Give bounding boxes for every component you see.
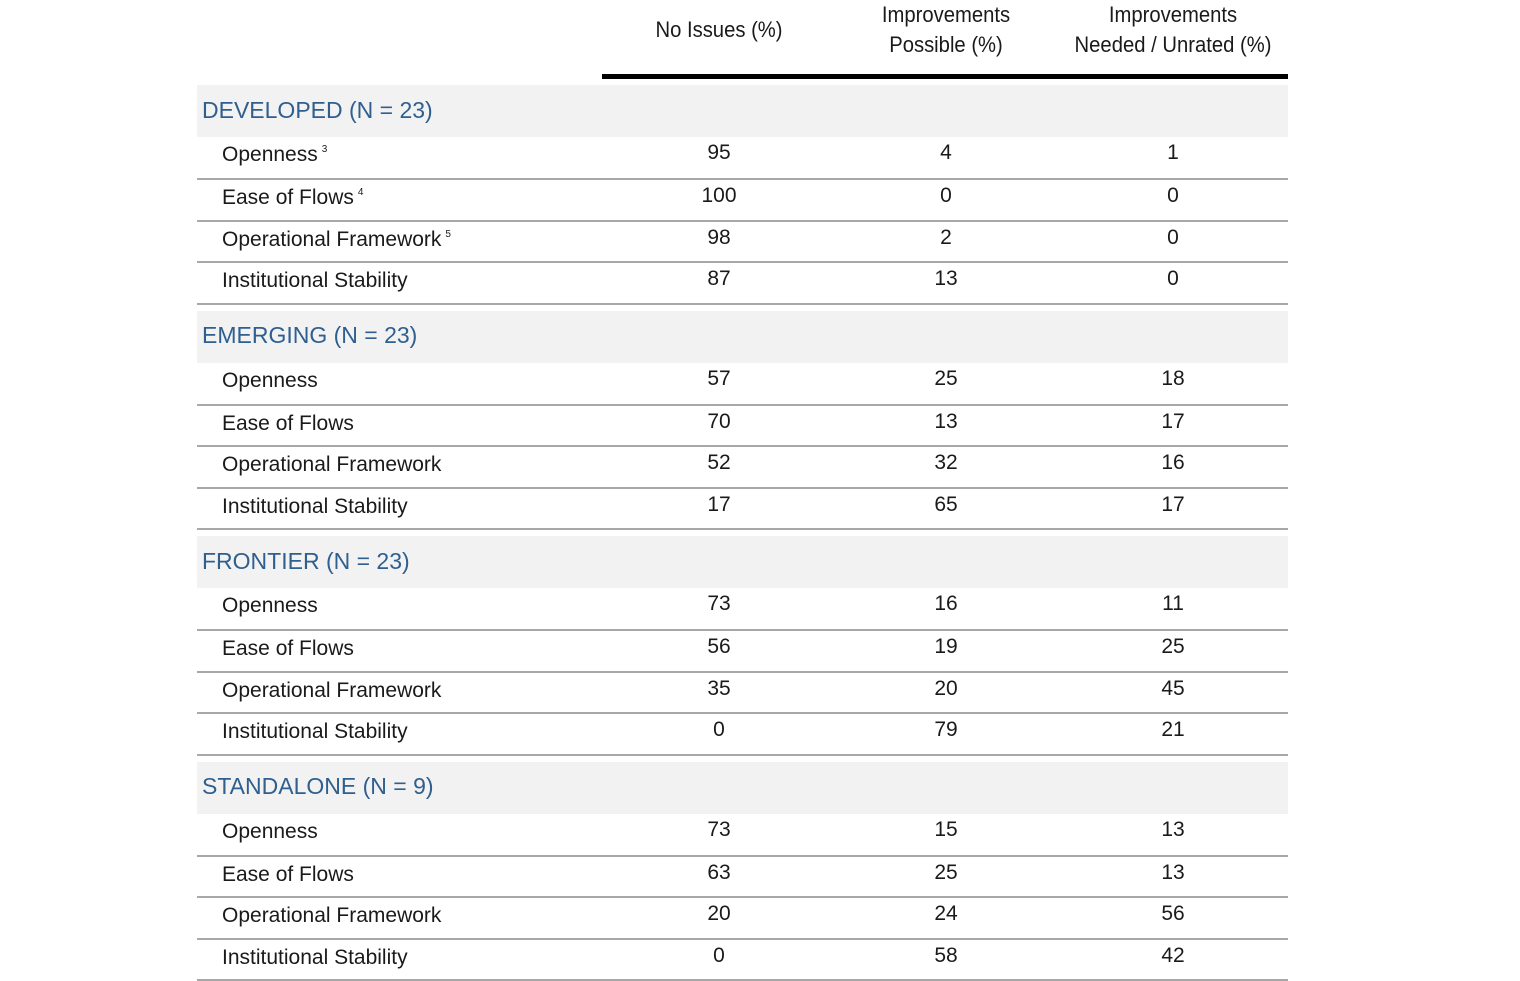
table-cell: 17 — [679, 493, 759, 517]
table-cell: 13 — [1133, 861, 1213, 885]
row-label — [222, 269, 408, 293]
table-row — [197, 898, 1288, 940]
table-cell: 73 — [679, 818, 759, 842]
row-label-text: Ease of Flows — [222, 412, 354, 435]
table-cell: 20 — [906, 677, 986, 701]
table-row — [197, 363, 1288, 406]
table-cell: 35 — [679, 677, 759, 701]
table-cell: 20 — [679, 902, 759, 926]
row-label — [222, 820, 318, 844]
table-cell: 73 — [679, 592, 759, 616]
row-label-text: Ease of Flows — [222, 863, 354, 886]
table-cell: 45 — [1133, 677, 1213, 701]
row-label-text: Ease of Flows — [222, 186, 354, 209]
row-label-text: Institutional Stability — [222, 946, 408, 969]
column-header-line: Needed / Unrated (%) — [1063, 30, 1284, 60]
table-cell: 25 — [906, 861, 986, 885]
market-classification-table — [197, 0, 1288, 981]
column-header-no-issues — [609, 15, 830, 45]
table-cell: 63 — [679, 861, 759, 885]
table-row — [197, 180, 1288, 222]
footnote-marker: 5 — [445, 229, 451, 240]
row-label-text: Openness — [222, 143, 318, 166]
table-cell: 87 — [679, 267, 759, 291]
table-cell: 0 — [1133, 267, 1213, 291]
table-cell: 17 — [1133, 410, 1213, 434]
table-cell: 13 — [906, 267, 986, 291]
row-label — [222, 720, 408, 744]
table-cell: 11 — [1133, 592, 1213, 616]
table-cell: 65 — [906, 493, 986, 517]
table-row — [197, 814, 1288, 857]
table-header — [197, 0, 1288, 79]
table-row — [197, 222, 1288, 264]
table-cell: 13 — [1133, 818, 1213, 842]
section-title: FRONTIER (N = 23) — [197, 548, 410, 575]
table-cell: 58 — [906, 944, 986, 968]
row-label-text: Openness — [222, 369, 318, 392]
table-cell: 25 — [906, 367, 986, 391]
footnote-marker: 4 — [358, 187, 364, 198]
table-cell: 52 — [679, 451, 759, 475]
column-header-line: Improvements — [1063, 0, 1284, 30]
section-title: DEVELOPED (N = 23) — [197, 97, 433, 124]
row-label — [222, 412, 354, 436]
column-header-line: Possible (%) — [836, 30, 1057, 60]
column-header-improvements-needed — [1063, 0, 1284, 60]
table-cell: 0 — [906, 184, 986, 208]
table-cell: 21 — [1133, 718, 1213, 742]
row-label-text: Institutional Stability — [222, 720, 408, 743]
section-header — [197, 536, 1288, 588]
table-row — [197, 631, 1288, 673]
table-row — [197, 588, 1288, 631]
table-cell: 98 — [679, 226, 759, 250]
table-row — [197, 940, 1288, 981]
table-row — [197, 857, 1288, 899]
row-label-text: Openness — [222, 820, 318, 843]
table-cell: 57 — [679, 367, 759, 391]
table-cell: 42 — [1133, 944, 1213, 968]
section-title: STANDALONE (N = 9) — [197, 773, 434, 800]
table-row — [197, 406, 1288, 448]
table-cell: 24 — [906, 902, 986, 926]
table-cell: 0 — [1133, 226, 1213, 250]
table-cell: 56 — [1133, 902, 1213, 926]
row-label — [222, 863, 354, 887]
table-cell: 16 — [1133, 451, 1213, 475]
table-cell: 19 — [906, 635, 986, 659]
section-header — [197, 762, 1288, 814]
row-label — [222, 904, 441, 928]
table-cell: 79 — [906, 718, 986, 742]
table-cell: 0 — [1133, 184, 1213, 208]
row-label-text: Operational Framework — [222, 453, 441, 476]
section-header — [197, 85, 1288, 137]
section-title: EMERGING (N = 23) — [197, 322, 417, 349]
table-cell: 95 — [679, 141, 759, 165]
row-label-text: Openness — [222, 594, 318, 617]
row-label-text: Institutional Stability — [222, 495, 408, 518]
table-cell: 70 — [679, 410, 759, 434]
table-row — [197, 447, 1288, 489]
table-row — [197, 137, 1288, 180]
table-cell: 1 — [1133, 141, 1213, 165]
table-cell: 13 — [906, 410, 986, 434]
row-label-text: Operational Framework — [222, 679, 441, 702]
column-header-line: Improvements — [836, 0, 1057, 30]
table-cell: 0 — [679, 718, 759, 742]
table-cell: 0 — [679, 944, 759, 968]
row-label — [222, 186, 363, 210]
row-label — [222, 369, 318, 393]
table-cell: 32 — [906, 451, 986, 475]
row-label-text: Operational Framework — [222, 904, 441, 927]
section-header — [197, 311, 1288, 363]
table-cell: 17 — [1133, 493, 1213, 517]
table-cell: 18 — [1133, 367, 1213, 391]
column-header-improvements-possible — [836, 0, 1057, 60]
table-cell: 100 — [679, 184, 759, 208]
row-label — [222, 453, 441, 477]
header-rule — [602, 74, 1288, 79]
column-header-line: No Issues (%) — [609, 15, 830, 45]
table-row — [197, 673, 1288, 715]
row-label — [222, 946, 408, 970]
row-label — [222, 679, 441, 703]
row-label — [222, 594, 318, 618]
table-body — [197, 85, 1288, 981]
table-cell: 16 — [906, 592, 986, 616]
row-label — [222, 143, 327, 167]
row-label-text: Operational Framework — [222, 228, 441, 251]
table-cell: 25 — [1133, 635, 1213, 659]
table-cell: 56 — [679, 635, 759, 659]
row-label-text: Ease of Flows — [222, 637, 354, 660]
row-label-text: Institutional Stability — [222, 269, 408, 292]
row-label — [222, 228, 451, 252]
row-label — [222, 637, 354, 661]
table-row — [197, 714, 1288, 756]
footnote-marker: 3 — [322, 144, 328, 155]
table-cell: 15 — [906, 818, 986, 842]
table-cell: 2 — [906, 226, 986, 250]
table-row — [197, 489, 1288, 531]
row-label — [222, 495, 408, 519]
table-row — [197, 263, 1288, 305]
table-cell: 4 — [906, 141, 986, 165]
